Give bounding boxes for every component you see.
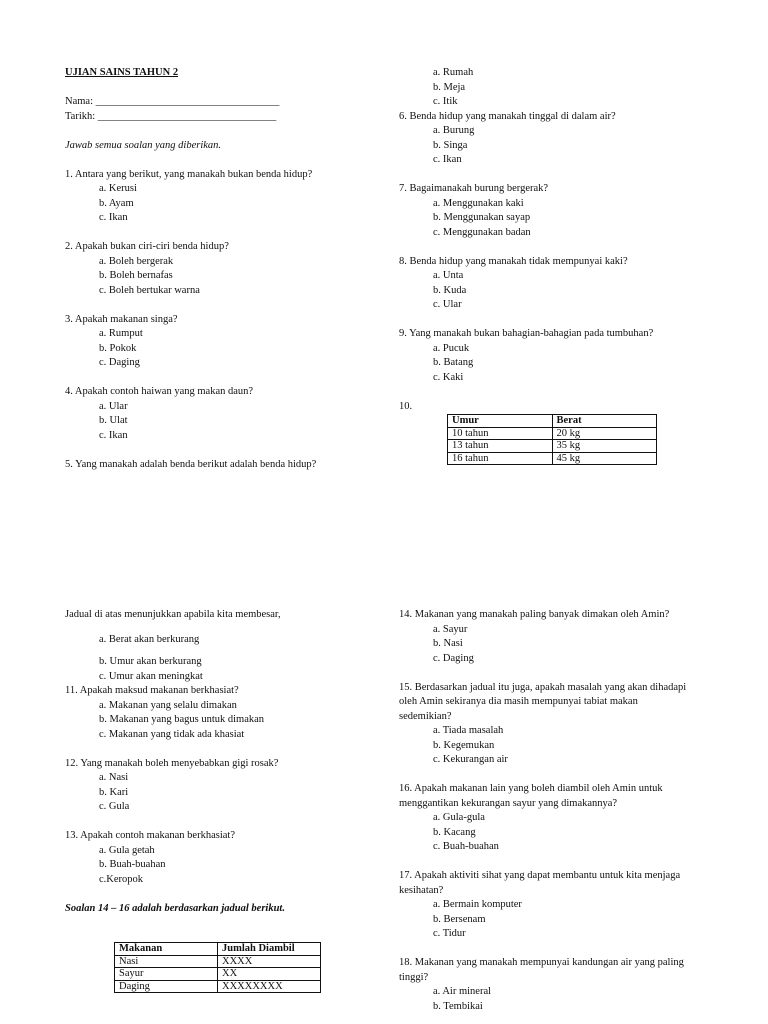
option-c: c. Kekurangan air (433, 754, 508, 765)
option-a: a. Gula getah (99, 844, 155, 856)
option-b: b. Menggunakan sayap (433, 212, 531, 223)
option-b: b. Ayam (99, 197, 134, 209)
question-stem: 18. Makanan yang manakah mempunyai kandungan air yang paling (399, 957, 684, 968)
question-stem: oleh Amin sekiranya dia masih mempunyai tabiat makan (399, 696, 638, 707)
option-a: a. Kerusi (99, 183, 137, 194)
option-a: a. Gula-gula (433, 812, 485, 823)
table-row (115, 980, 321, 993)
option-b: b. Kuda (433, 284, 467, 296)
option-b: b. Kacang (433, 826, 476, 838)
table-row (448, 427, 657, 440)
option-c: c. Daging (99, 357, 140, 368)
question-9 (399, 327, 739, 385)
option-a: a. Air mineral (433, 986, 492, 997)
option-c: c. Makanan yang tidak ada khasiat (99, 728, 245, 740)
question-2 (65, 240, 385, 298)
table-header-cell: Berat (552, 415, 657, 428)
table-header-cell: Umur (448, 415, 553, 428)
option-b: b. Buah-buahan (99, 859, 166, 870)
option-b: b. Singa (433, 139, 468, 151)
question-stem: 8. Benda hidup yang manakah tidak mempunyai kaki? (399, 255, 628, 267)
option-c: c. Buah-buahan (433, 841, 499, 852)
food-table (114, 942, 321, 993)
option-c: c. Itik (433, 96, 458, 107)
option-b: b. Meja (433, 81, 466, 93)
question-stem: tinggi? (399, 971, 429, 983)
age-weight-table (447, 414, 657, 465)
page1-right-column (399, 66, 739, 414)
question-1 (65, 168, 385, 226)
table-header-row (448, 415, 657, 428)
question-5-stem: 5. Yang manakah adalah benda berikut adalah benda hidup? (65, 458, 317, 470)
table-row (115, 955, 321, 968)
question-stem: 6. Benda hidup yang manakah tinggal di dalam air? (399, 110, 616, 122)
question-stem: kesihatan? (399, 884, 444, 896)
table-cell: Nasi (115, 955, 218, 968)
question-stem: sedemikian? (399, 710, 452, 722)
option-c: c. Boleh bertukar warna (99, 284, 200, 296)
question-stem: 12. Yang manakah boleh menyebabkan gigi rosak? (65, 757, 279, 769)
question-6 (399, 110, 739, 168)
date-field: Tarikh: __________________________________ (65, 110, 277, 122)
option-a: a. Pucuk (433, 342, 470, 354)
question-stem: 2. Apakah bukan ciri-ciri benda hidup? (65, 241, 229, 252)
question-15 (399, 681, 739, 768)
option-b: b. Nasi (433, 638, 463, 649)
name-field: Nama: ___________________________________ (65, 96, 280, 107)
option-b: b. Umur akan berkurang (99, 656, 202, 667)
table-cell: 45 kg (552, 452, 657, 465)
question-stem: 7. Bagaimanakah burung bergerak? (399, 183, 549, 194)
page2-right-column (399, 608, 739, 1014)
option-b: b. Tembikai (433, 1000, 483, 1012)
question-stem: 17. Apakah aktiviti sihat yang dapat membantu untuk kita menjaga (399, 870, 681, 881)
question-stem: menggantikan kekurangan sayur yang dimakannya? (399, 797, 618, 809)
option-b: b. Pokok (99, 342, 137, 354)
question-17 (399, 869, 739, 942)
question-5-options (399, 66, 739, 110)
option-a: a. Menggunakan kaki (433, 197, 524, 209)
question-stem: 16. Apakah makanan lain yang boleh diambil oleh Amin untuk (399, 783, 663, 794)
option-a: a. Makanan yang selalu dimakan (99, 699, 237, 711)
option-c: c. Umur akan meningkat (99, 670, 203, 682)
question-stem: 3. Apakah makanan singa? (65, 313, 178, 325)
option-b: b. Kegemukan (433, 739, 495, 751)
question-14 (399, 608, 739, 666)
table-cell: XXXXXXXX (218, 980, 321, 993)
option-a: a. Bermain komputer (433, 899, 522, 910)
option-b: b. Batang (433, 357, 474, 368)
option-c: c. Menggunakan badan (433, 226, 531, 238)
option-c: c. Ikan (99, 212, 128, 223)
question-12 (65, 757, 385, 815)
option-b: b. Kari (99, 786, 129, 798)
option-a: a. Burung (433, 125, 475, 136)
option-a: a. Unta (433, 270, 464, 281)
question-7 (399, 182, 739, 240)
question-8 (399, 255, 739, 313)
table-cell: 13 tahun (448, 440, 553, 453)
table-cell: Sayur (115, 968, 218, 981)
table-row (115, 968, 321, 981)
table-row (448, 452, 657, 465)
option-a: a. Boleh bergerak (99, 255, 174, 267)
table-cell: 16 tahun (448, 452, 553, 465)
table-header-row (115, 943, 321, 956)
option-c: c. Gula (99, 801, 130, 812)
option-a: a. Rumah (433, 67, 474, 78)
table-header-cell: Makanan (115, 943, 218, 956)
option-b: b. Makanan yang bagus untuk dimakan (99, 714, 265, 725)
option-a: a. Sayur (433, 623, 468, 635)
option-b: b. Bersenam (433, 913, 486, 925)
option-c: c. Kaki (433, 371, 464, 383)
option-a: a. Nasi (99, 772, 129, 783)
question-11 (65, 684, 385, 742)
question-10-number: 10. (399, 400, 413, 412)
option-a: a. Rumput (99, 328, 143, 339)
option-c: c. Ikan (433, 154, 462, 165)
question-10-stem: Jadual di atas menunjukkan apabila kita membesar, (65, 609, 281, 620)
question-stem: 14. Makanan yang manakah paling banyak dimakan oleh Amin? (399, 609, 670, 620)
question-13 (65, 829, 385, 887)
question-stem: 1. Antara yang berikut, yang manakah bukan benda hidup? (65, 168, 313, 180)
option-a: a. Berat akan berkurang (99, 633, 200, 645)
table-cell: 35 kg (552, 440, 657, 453)
question-stem: 15. Berdasarkan jadual itu juga, apakah masalah yang akan dihadapi (399, 681, 687, 693)
option-c: c. Ikan (99, 429, 128, 441)
exam-title: UJIAN SAINS TAHUN 2 (65, 67, 179, 78)
table-cell: XXXX (218, 955, 321, 968)
option-c: c. Ular (433, 299, 462, 310)
question-stem: 4. Apakah contoh haiwan yang makan daun? (65, 386, 254, 397)
table-header-cell: Jumlah Diambil (218, 943, 321, 956)
question-stem: 11. Apakah maksud makanan berkhasiat? (65, 685, 239, 696)
question-stem: 13. Apakah contoh makanan berkhasiat? (65, 830, 235, 841)
table-cell: 10 tahun (448, 427, 553, 440)
question-stem: 9. Yang manakah bukan bahagian-bahagian pada tumbuhan? (399, 328, 654, 339)
section-heading: Soalan 14 – 16 adalah berdasarkan jadual berikut. (65, 902, 285, 914)
option-b: b. Ulat (99, 415, 128, 426)
page2-left-column (65, 608, 385, 916)
page1-left-column (65, 66, 385, 472)
table-cell: Daging (115, 980, 218, 993)
option-c: c. Daging (433, 652, 474, 664)
option-a: a. Ular (99, 400, 128, 412)
option-b: b. Boleh bernafas (99, 270, 173, 281)
instruction: Jawab semua soalan yang diberikan. (65, 139, 222, 151)
table-cell: XX (218, 968, 321, 981)
option-a: a. Tiada masalah (433, 725, 504, 736)
question-16 (399, 782, 739, 855)
option-c: c.Keropok (99, 873, 144, 885)
table-cell: 20 kg (552, 427, 657, 440)
table-row (448, 440, 657, 453)
question-3 (65, 313, 385, 371)
option-c: c. Tidur (433, 928, 466, 939)
question-4 (65, 385, 385, 443)
question-18 (399, 956, 739, 1014)
